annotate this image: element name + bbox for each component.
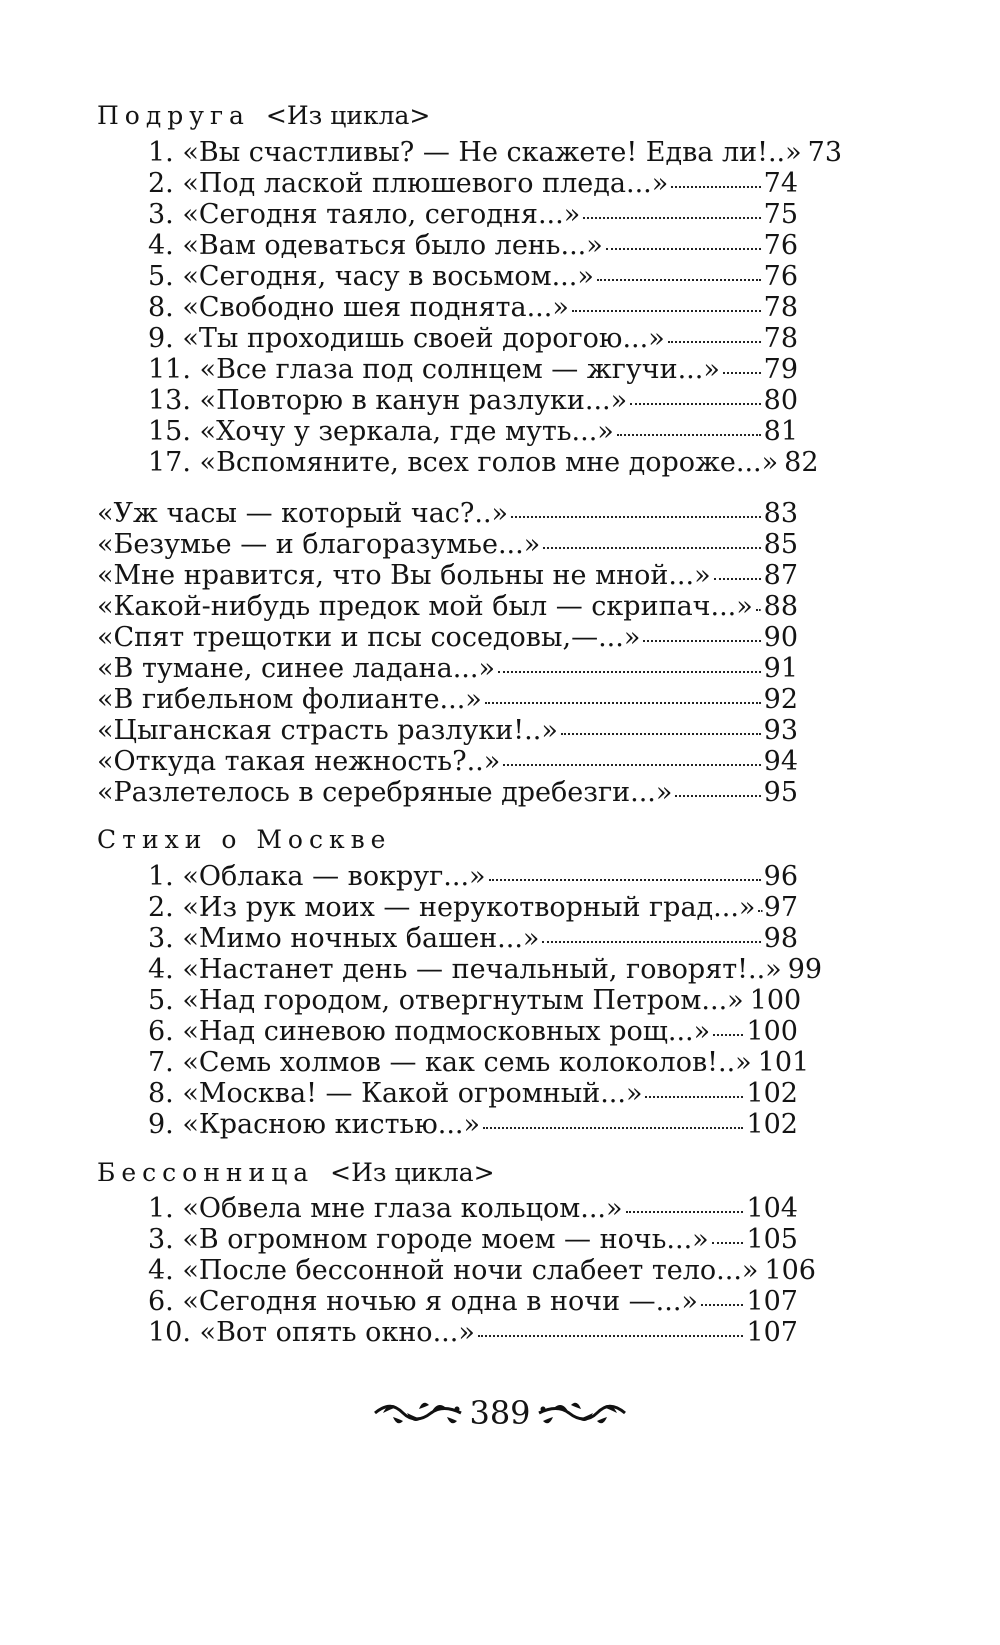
entry-title: «Все глаза под солнцем — жгучи...» [199, 354, 720, 385]
entry-title: «Безумье — и благоразумье...» [97, 529, 541, 560]
toc-entry[interactable] [148, 954, 823, 986]
entry-number: 15. [148, 416, 191, 447]
entry-title: «Хочу у зеркала, где муть...» [199, 416, 614, 447]
entry-number: 7. [148, 1047, 174, 1078]
leader-dots [675, 794, 760, 797]
toc-entry[interactable] [148, 1286, 798, 1318]
toc-entry[interactable] [148, 892, 798, 924]
leader-dots [483, 1126, 743, 1129]
entry-page: 81 [763, 416, 798, 447]
toc-entry[interactable] [148, 861, 798, 893]
toc-entry[interactable] [97, 529, 798, 561]
entry-page: 101 [757, 1047, 810, 1078]
entry-title: «Ты проходишь своей дорогою...» [182, 323, 665, 354]
toc-entry[interactable] [148, 168, 798, 200]
right-ornament-icon [537, 1395, 627, 1431]
entry-page: 82 [784, 447, 819, 478]
leader-dots [478, 1334, 744, 1337]
section-title: Подруга [97, 101, 250, 130]
entry-page: 74 [763, 168, 798, 199]
entry-title: «Над городом, отвергнутым Петром...» [182, 985, 744, 1016]
toc-entry[interactable] [148, 199, 798, 231]
entry-title: «Цыганская страсть разлуки!..» [97, 715, 558, 746]
toc-entry[interactable] [148, 1255, 816, 1287]
entry-number: 17. [148, 447, 191, 478]
leader-dots [668, 340, 761, 343]
entry-page: 96 [763, 861, 798, 892]
toc-entry[interactable] [97, 653, 798, 685]
section-heading-moscow [97, 824, 391, 856]
entry-number: 4. [148, 230, 174, 261]
leader-dots [701, 1303, 744, 1306]
entry-title: «Сегодня таяло, сегодня...» [182, 199, 581, 230]
toc-entry[interactable] [97, 746, 798, 778]
entry-number: 1. [148, 137, 174, 168]
entry-page: 102 [746, 1109, 798, 1140]
entry-title: «Красною кистью...» [182, 1109, 481, 1140]
leader-dots [723, 371, 761, 374]
entry-page: 105 [746, 1224, 798, 1255]
entry-page: 80 [763, 385, 798, 416]
entry-page: 79 [763, 354, 798, 385]
leader-dots [617, 433, 761, 436]
entry-title: «Под лаской плюшевого пледа...» [182, 168, 669, 199]
leader-dots [511, 515, 761, 518]
toc-entry[interactable] [148, 292, 798, 324]
entry-page: 99 [787, 954, 823, 985]
entry-page: 107 [746, 1317, 798, 1348]
entry-page: 87 [763, 560, 798, 591]
leader-dots [498, 670, 761, 673]
entry-page: 76 [763, 261, 798, 292]
leader-dots [712, 1241, 744, 1244]
entry-title: «Вам одеваться было лень...» [182, 230, 603, 261]
toc-entry[interactable] [148, 985, 802, 1017]
entry-number: 5. [148, 985, 174, 1016]
entry-number: 9. [148, 323, 174, 354]
entry-number: 4. [148, 1255, 174, 1286]
entry-number: 11. [148, 354, 191, 385]
entry-title: «Вот опять окно...» [199, 1317, 475, 1348]
entry-page: 94 [763, 746, 798, 777]
entry-title: «Спят трещотки и псы соседовы,—...» [97, 622, 641, 653]
entry-number: 10. [148, 1317, 191, 1348]
toc-entry[interactable] [148, 385, 798, 417]
toc-entry[interactable] [148, 1317, 798, 1349]
entry-title: «Мне нравится, что Вы больны не мной...» [97, 560, 711, 591]
entry-page: 92 [763, 684, 798, 715]
leader-dots [713, 1033, 743, 1036]
entry-page: 100 [746, 1016, 798, 1047]
entry-number: 1. [148, 1193, 174, 1224]
toc-entry[interactable] [97, 684, 798, 716]
entry-number: 8. [148, 292, 174, 323]
toc-entry[interactable] [148, 261, 798, 293]
entry-page: 91 [763, 653, 798, 684]
entry-title: «Сегодня ночью я одна в ночи —...» [182, 1286, 698, 1317]
entry-page: 78 [763, 292, 798, 323]
toc-entry[interactable] [97, 715, 798, 747]
entry-page: 93 [763, 715, 798, 746]
section-heading-insomnia [97, 1157, 495, 1189]
entry-number: 13. [148, 385, 191, 416]
entry-title: «Откуда такая нежность?..» [97, 746, 501, 777]
toc-entry[interactable] [148, 137, 843, 169]
entry-number: 4. [148, 954, 174, 985]
leader-dots [543, 546, 760, 549]
entry-page: 106 [764, 1255, 816, 1286]
leader-dots [561, 732, 761, 735]
leader-dots [671, 185, 760, 188]
leader-dots [597, 278, 761, 281]
entry-title: «Мимо ночных башен...» [182, 923, 540, 954]
toc-entry[interactable] [148, 923, 798, 955]
entry-page: 102 [746, 1078, 798, 1109]
section-title: Стихи о Москве [97, 825, 392, 854]
entry-title: «Какой-нибудь предок мой был — скрипач...» [97, 591, 753, 622]
entry-page: 98 [763, 923, 798, 954]
leader-dots [714, 577, 761, 580]
toc-entry[interactable] [148, 1047, 810, 1079]
toc-entry[interactable] [97, 622, 798, 654]
entry-page: 73 [807, 137, 843, 168]
entry-number: 3. [148, 923, 174, 954]
entry-page: 100 [749, 985, 802, 1016]
toc-entry[interactable] [148, 1193, 798, 1225]
toc-entry[interactable] [148, 323, 798, 355]
entry-page: 97 [763, 892, 798, 923]
leader-dots [503, 763, 760, 766]
entry-number: 6. [148, 1016, 174, 1047]
entry-page: 75 [763, 199, 798, 230]
entry-page: 90 [763, 622, 798, 653]
entry-page: 78 [763, 323, 798, 354]
entry-page: 76 [763, 230, 798, 261]
entry-number: 8. [148, 1078, 174, 1109]
entry-number: 1. [148, 861, 174, 892]
entry-title: «Уж часы — который час?..» [97, 498, 509, 529]
entry-number: 2. [148, 892, 174, 923]
entry-title: «Сегодня, часу в восьмом...» [182, 261, 594, 292]
entry-title: «Повторю в канун разлуки...» [199, 385, 628, 416]
leader-dots [485, 701, 761, 704]
leader-dots [572, 309, 761, 312]
entry-page: 95 [763, 777, 798, 808]
entry-page: 88 [763, 591, 798, 622]
leader-dots [489, 878, 761, 881]
toc-entry[interactable] [148, 416, 798, 448]
toc-entry[interactable] [97, 777, 798, 809]
entry-title: «В огромном городе моем — ночь...» [182, 1224, 709, 1255]
toc-entry[interactable] [148, 354, 798, 386]
entry-number: 3. [148, 199, 174, 230]
entry-title: «Свободно шея поднята...» [182, 292, 569, 323]
toc-entry[interactable] [97, 591, 798, 623]
toc-entry[interactable] [97, 498, 798, 530]
section-heading-podruga [97, 100, 430, 132]
entry-title: «В гибельном фолианте...» [97, 684, 482, 715]
leader-dots [643, 639, 760, 642]
entry-page: 107 [746, 1286, 798, 1317]
leader-dots [630, 402, 761, 405]
toc-entry[interactable] [148, 230, 798, 262]
entry-number: 6. [148, 1286, 174, 1317]
entry-number: 9. [148, 1109, 174, 1140]
leader-dots [758, 909, 760, 912]
entry-title: «Москва! — Какой огромный...» [182, 1078, 643, 1109]
entry-title: «Над синевою подмосковных рощ...» [182, 1016, 711, 1047]
section-title: Бессонница [97, 1158, 315, 1187]
entry-title: «Настанет день — печальный, говорят!..» [182, 954, 782, 985]
toc-entry[interactable] [148, 1224, 798, 1256]
entry-title: «Вспомяните, всех голов мне дороже...» [199, 447, 779, 478]
entry-title: «В тумане, синее ладана...» [97, 653, 495, 684]
entry-page: 104 [746, 1193, 798, 1224]
entry-page: 85 [763, 529, 798, 560]
leader-dots [542, 940, 760, 943]
page-number: 389 [469, 1394, 531, 1432]
leader-dots [756, 608, 761, 611]
entry-number: 3. [148, 1224, 174, 1255]
entry-title: «Обвела мне глаза кольцом...» [182, 1193, 623, 1224]
leader-dots [645, 1095, 743, 1098]
section-subtitle: <Из цикла> [265, 101, 431, 130]
leader-dots [606, 247, 761, 250]
entry-title: «Облака — вокруг...» [182, 861, 486, 892]
toc-entry[interactable] [148, 1078, 798, 1110]
entry-number: 2. [148, 168, 174, 199]
page-folio [0, 1388, 1000, 1438]
entry-title: «Из рук моих — нерукотворный град...» [182, 892, 756, 923]
left-ornament-icon [373, 1395, 463, 1431]
toc-entry[interactable] [97, 560, 798, 592]
entry-page: 83 [763, 498, 798, 529]
entry-number: 5. [148, 261, 174, 292]
leader-dots [626, 1210, 744, 1213]
entry-title: «Семь холмов — как семь колоколов!..» [182, 1047, 752, 1078]
toc-entry[interactable] [148, 447, 819, 479]
entry-title: «Разлетелось в серебряные дребезги...» [97, 777, 673, 808]
section-subtitle: <Из цикла> [330, 1158, 495, 1187]
toc-entry[interactable] [148, 1016, 798, 1048]
leader-dots [583, 216, 760, 219]
toc-entry[interactable] [148, 1109, 798, 1141]
entry-title: «После бессонной ночи слабеет тело...» [182, 1255, 759, 1286]
entry-title: «Вы счастливы? — Не скажете! Едва ли!..» [182, 137, 802, 168]
